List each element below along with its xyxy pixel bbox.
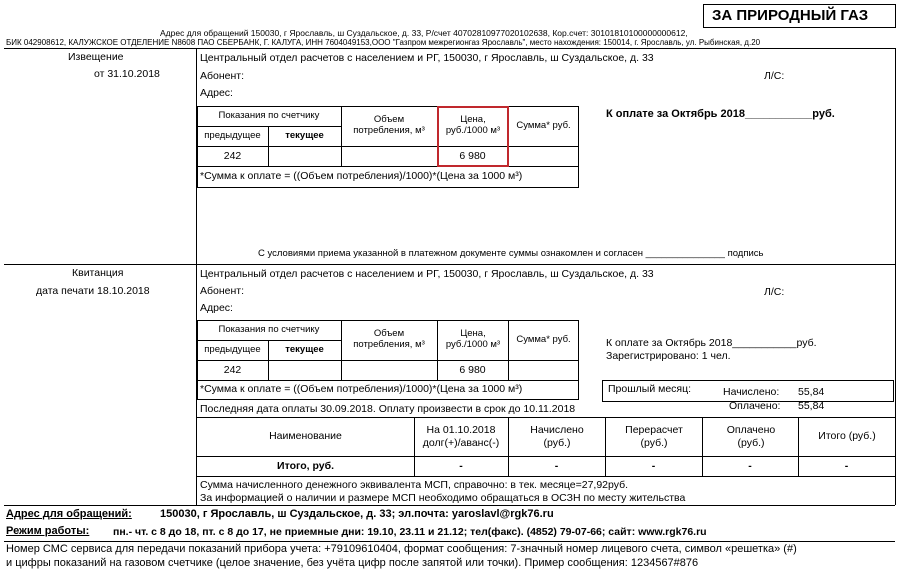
notice-receipt-divider <box>4 264 895 265</box>
payment-deadline: Последняя дата оплаты 30.09.2018. Оплату произвести в срок до 10.11.2018 <box>200 403 576 415</box>
receipt-org: Центральный отдел расчетов с населением и РГ, 150030, г Ярославль, ш Суздальское, д. 33 <box>200 268 654 280</box>
volume-header: Объем потребления, м³ <box>353 328 425 350</box>
notice-address-label: Адрес: <box>200 87 233 99</box>
summary-header-total: Итого (руб.) <box>818 430 876 443</box>
previous-value: 242 <box>223 363 242 376</box>
receipt-label: Квитанция <box>72 267 124 279</box>
summary-total-paid: - <box>748 459 752 472</box>
receipt-subscriber-label: Абонент: <box>200 285 245 297</box>
msp-line-2: За информацией о наличии и размере МСП необходимо обращаться в ОСЗН по месту жительства <box>200 492 686 504</box>
notice-account-label: Л/С: <box>764 70 785 82</box>
volume-header: Объем потребления, м³ <box>353 114 425 136</box>
price-value: 6 980 <box>459 149 486 162</box>
price-header: Цена, руб./1000 м³ <box>445 114 501 136</box>
sum-header: Сумма* руб. <box>516 119 571 131</box>
footer-address-label: Адрес для обращений: <box>6 508 132 520</box>
summary-total-label: Итого, руб. <box>277 459 334 472</box>
summary-total-accrued: - <box>554 459 559 472</box>
price-value: 6 980 <box>459 363 486 376</box>
summary-total-recalc: - <box>651 459 656 472</box>
previous-header: предыдущее <box>204 343 261 355</box>
summary-header-debt: На 01.10.2018 долг(+)/аванс(-) <box>422 424 500 449</box>
header-divider <box>4 48 895 49</box>
footer-hours-text: пн.- чт. с 8 до 18, пт. с 8 до 17, не приемные дни: 19.10, 23.11 и 21.12; тел(факс). (4852) 79-07-66; сайт: www.rgk76.ru <box>113 526 707 538</box>
notice-subscriber-label: Абонент: <box>200 70 245 82</box>
price-header: Цена, руб./1000 м³ <box>445 328 501 350</box>
receipt-address-label: Адрес: <box>200 302 233 314</box>
sum-formula: *Сумма к оплате = ((Объем потребления)/1000)*(Цена за 1000 м³) <box>200 170 523 182</box>
summary-total-total: - <box>844 459 849 472</box>
sum-header: Сумма* руб. <box>516 333 571 345</box>
receipt-account-label: Л/С: <box>764 286 785 298</box>
footer-hours-label: Режим работы: <box>6 525 90 537</box>
accrued-value: 55,84 <box>798 386 825 398</box>
summary-header-accrued: Начислено (руб.) <box>530 424 584 449</box>
summary-header-paid: Оплачено (руб.) <box>726 424 776 449</box>
sms-divider <box>4 541 895 542</box>
summary-header-recalc: Перерасчет (руб.) <box>625 424 683 449</box>
summary-total-debt: - <box>459 459 463 472</box>
paid-label: Оплачено: <box>729 400 781 412</box>
summary-header-name: Наименование <box>269 430 342 443</box>
receipt-print-date: дата печати 18.10.2018 <box>36 285 150 297</box>
footer-address-text: 150030, г Ярославль, ш Суздальское, д. 33; эл.почта: yaroslavl@rgk76.ru <box>160 508 554 520</box>
document-title: ЗА ПРИРОДНЫЙ ГАЗ <box>712 7 869 24</box>
accrued-label: Начислено: <box>723 386 780 398</box>
footer-divider <box>4 505 895 506</box>
sms-line-2: и цифры показаний на газовом счетчике (целое значение, без учёта цифр после запятой или точки). Пример сообщения: 1234567#876 <box>6 557 699 569</box>
last-month-label: Прошлый месяц: <box>608 383 692 395</box>
current-header: текущее <box>285 129 324 141</box>
previous-value: 242 <box>223 149 242 162</box>
notice-to-pay: К оплате за Октябрь 2018___________руб. <box>606 108 835 120</box>
receipt-registered: Зарегистрировано: 1 чел. <box>606 350 731 362</box>
sms-line-1: Номер СМС сервиса для передачи показаний прибора учета: +79109610404, формат сообщения: 7-значный номер лицевого счета, символ «решетка» (#) <box>6 543 797 555</box>
document-right-border <box>895 48 896 505</box>
previous-header: предыдущее <box>204 129 261 141</box>
receipt-to-pay: К оплате за Октябрь 2018___________руб. <box>606 337 817 349</box>
msp-line-1: Сумма начисленного денежного эквивалента МСП, справочно: в тек. месяце=27,92руб. <box>200 479 629 491</box>
requisites-line-2: БИК 042908612, КАЛУЖСКОЕ ОТДЕЛЕНИЕ N8608 ПАО СБЕРБАНК, Г. КАЛУГА, ИНН 7604049153,ООО "Газпром межрегионгаз Ярославль", место нахождения: 150014, г. Ярославль, ул. Рыбинская, д.20 <box>6 38 761 47</box>
readings-header: Показания по счетчику <box>218 109 320 121</box>
notice-label: Извещение <box>68 51 124 63</box>
sum-formula: *Сумма к оплате = ((Объем потребления)/1000)*(Цена за 1000 м³) <box>200 383 523 395</box>
current-header: текущее <box>285 343 324 355</box>
paid-value: 55,84 <box>798 400 825 412</box>
notice-date: от 31.10.2018 <box>94 68 160 80</box>
requisites-line-1: Адрес для обращений 150030, г Ярославль, ш Суздальское, д. 33, Р/счет 40702810977020102638, Кор.счет: 30101810100000000612, <box>160 28 688 38</box>
notice-org: Центральный отдел расчетов с населением и РГ, 150030, г Ярославль, ш Суздальское, д. 33 <box>200 52 654 64</box>
readings-header: Показания по счетчику <box>218 323 320 335</box>
notice-consent: С условиями приема указанной в платежном документе суммы ознакомлен и согласен _______________ подпись <box>258 248 764 259</box>
